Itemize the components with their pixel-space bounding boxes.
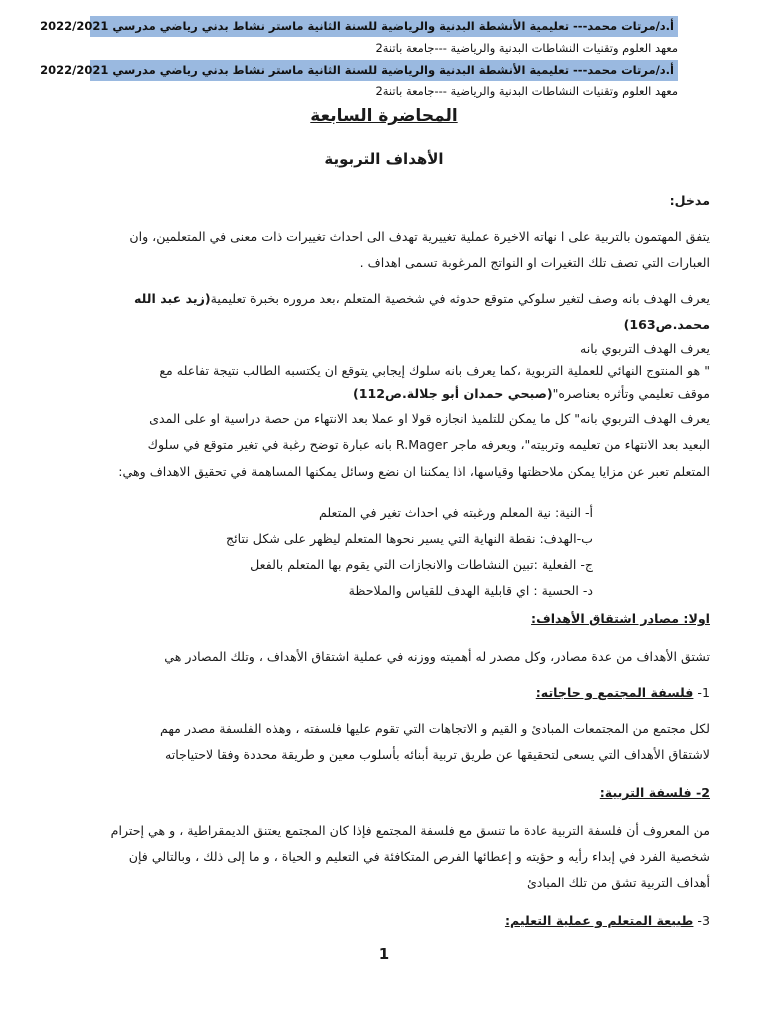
subsection-1-line-2: لاشتقاق الأهداف التي يسعى لتحقيقها عن طريق تربية أبنائه بأسلوب معين و طريقة محددة وفقا لاحتياجاته <box>164 747 710 762</box>
intro-line-1: يتفق المهتمون بالتربية على ا نهاته الاخيرة عملية تغييرية تهدف الى احداث تغييرات ذات معنى في المتعلمين، وان <box>129 229 710 244</box>
list-item: ب-الهدف: نقطة النهاية التي يسير نحوها المتعلم ليظهر على شكل نتائج <box>226 531 593 546</box>
lecture-subtitle: الأهداف التربوية <box>324 150 444 168</box>
subsection-2-line-1: من المعروف أن فلسفة التربية عادة ما تنسق مع فلسفة المجتمع فإذا كان المجتمع يعتنق الديمقراطية ، و هي إحترام <box>110 823 710 838</box>
definition-1-reference-b: محمد.ص163) <box>623 317 710 332</box>
definition-2-line-3 <box>80 385 710 402</box>
definition-1-reference-a: (زيد عبد الله <box>134 291 211 306</box>
subsection-2-heading: 2- فلسفة التربية: <box>599 785 710 800</box>
subsection-3-title: طبيعة المتعلم و عملية التعليم: <box>504 913 694 928</box>
subsection-1-number: 1- <box>693 685 710 700</box>
intro-line-2: العبارات التي تصف تلك التغيرات او النواتج المرغوبة تسمى اهداف . <box>359 255 710 270</box>
definition-3-line-1: يعرف الهدف التربوي بانه" كل ما يمكن للتلميذ انجازه قولا او عملا بعد الانتهاء من حصة دراسية او على المدى <box>149 411 710 426</box>
header-institute-1: معهد العلوم وتقنيات النشاطات البدنية والرياضية ---جامعة باتنة2 <box>375 41 678 55</box>
definition-2-line-1: يعرف الهدف التربوي بانه <box>580 341 710 356</box>
subsection-2-line-2: شخصية الفرد في إبداء رأيه و حؤيته و إعطائها الفرص المتكافئة في التعليم و الحياة ، و ما إلى ذلك ، وبالتالي فإن <box>128 849 710 864</box>
subsection-3-heading <box>80 912 710 929</box>
definition-2-line-2: " هو المنتوج النهائي للعملية التربوية ،كما يعرف بانه سلوك إيجابي يتوقع ان يكتسبه الطالب نتيجة تفاعله مع <box>159 363 710 378</box>
header-band-1: أ.د/مرتات محمد--- تعليمية الأنشطة البدنية والرياضية للسنة الثانية ماستر نشاط بدني رياضي مدرسي 2022/2021 <box>90 16 678 37</box>
list-item: د- الحسية : اي قابلية الهدف للقياس والملاحظة <box>348 583 593 598</box>
subsection-2-line-3: أهداف التربية تشق من تلك المبادئ <box>526 875 710 890</box>
definition-1-text: يعرف الهدف بانه وصف لتغير سلوكي متوقع حدوثه في شخصية المتعلم ،بعد مروره بخبرة تعليمية <box>210 291 710 306</box>
list-item: ج- الفعلية :تبين النشاطات والانجازات التي يقوم بها المتعلم بالفعل <box>250 557 593 572</box>
definition-2-reference: (صبحي حمدان أبو جلالة.ص112) <box>352 386 553 401</box>
subsection-1-heading <box>80 684 710 701</box>
definition-2-text: موقف تعليمي وتأثره بعناصره" <box>552 386 710 401</box>
intro-heading: مدخل: <box>669 193 710 208</box>
header-institute-2: معهد العلوم وتقنيات النشاطات البدنية والرياضية ---جامعة باتنة2 <box>375 84 678 98</box>
section-1-paragraph: تشتق الأهداف من عدة مصادر، وكل مصدر له أهميته ووزنه في عملية اشتقاق الأهداف ، وتلك المصادر هي <box>164 649 710 664</box>
definition-3-line-2: البعيد بعد الانتهاء من تعليمه وتربيته"، ويعرفه ماجر R.Mager بانه عبارة توضح رغبة في تغير متوقع في سلوك <box>147 437 710 452</box>
subsection-1-line-1: لكل مجتمع من المجتمعات المبادئ و القيم و الاتجاهات التي تقوم عليها فلسفته ، وهذه الفلسفة مصدر مهم <box>159 721 710 736</box>
header-band-2: أ.د/مرتات محمد--- تعليمية الأنشطة البدنية والرياضية للسنة الثانية ماستر نشاط بدني رياضي مدرسي 2022/2021 <box>90 60 678 81</box>
definition-1-line-1 <box>80 290 710 307</box>
subsection-1-title: فلسفة المجتمع و حاجاته: <box>535 685 694 700</box>
lecture-title: المحاضرة السابعة <box>310 106 458 126</box>
section-1-heading: اولا: مصادر اشتقاق الأهداف: <box>531 611 710 626</box>
definition-3-line-3: المتعلم تعبر عن مزايا يمكن ملاحظتها وقياسها، اذا يمكننا ان نضع وسائل يمكنها المساهمة في تحقيق الاهداف وهي: <box>118 464 710 479</box>
list-item: أ- النية: نية المعلم ورغبته في احداث تغير في المتعلم <box>318 505 593 520</box>
page-number: 1 <box>378 945 390 963</box>
subsection-3-number: 3- <box>693 913 710 928</box>
